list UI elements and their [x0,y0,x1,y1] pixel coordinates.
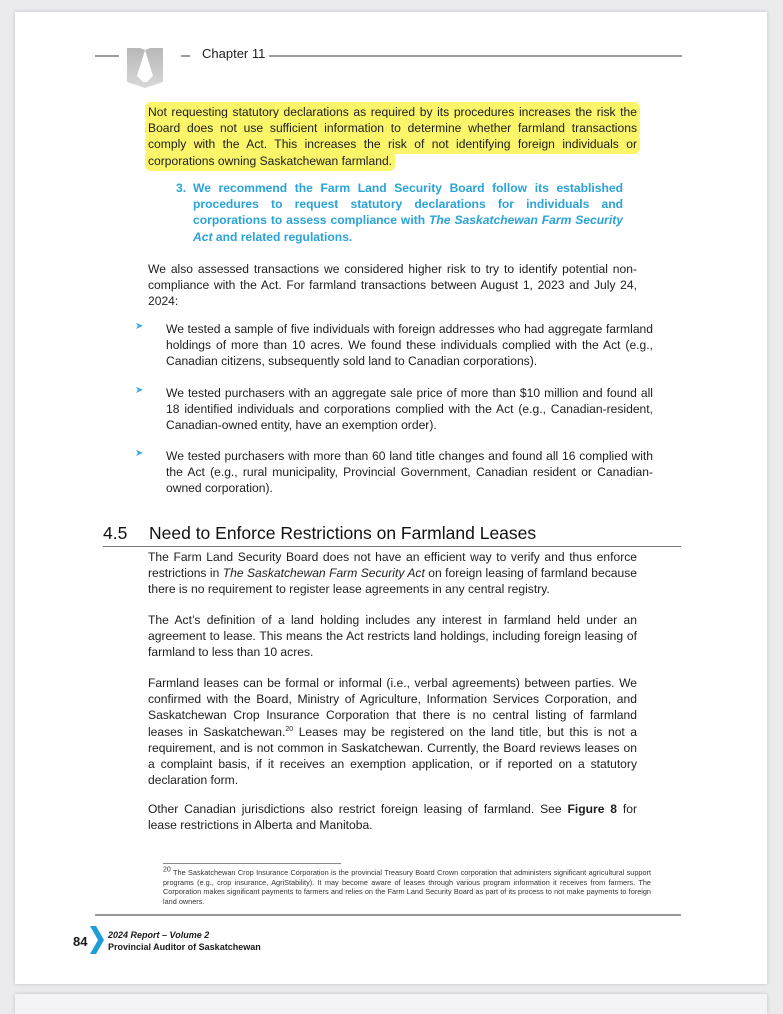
header-dash [181,55,190,57]
recommendation-3 [176,180,623,245]
document-page [15,12,767,984]
footnote-text: The Saskatchewan Crop Insurance Corporation is the provincial Treasury Board Crown corporation that administers significant agricultural support programs (e.g., crop insurance, AgriStability). It may become aware of leases through various program information it receives from farmers. The Corporation makes significant payments to farmers and relies on the Farm Land Security Board as part of its process to not make payments to foreign land owners. [163,868,651,906]
highlighted-text: Not requesting statutory declarations as required by its procedures increases the risk the Board does not use sufficient information to determine whether farmland transactions comply with the Act. This increases the risk of not identifying foreign individuals or corporations owning Saskatchewan farmland. [148,105,637,168]
chapter-label: Chapter 11 [202,46,266,61]
arrow-bullet-icon: ➤ [135,385,144,396]
paragraph-text: Other Canadian jurisdictions also restrict foreign leasing of farmland. See [148,802,568,816]
chevron-right-icon [90,926,104,954]
highlighted-paragraph [148,104,637,169]
footer-report-title: 2024 Report – Volume 2 [108,930,210,940]
footer-rule [95,914,681,916]
paragraph-2: The Act’s definition of a land holding includes any interest in farmland held under an agreement to lease. This means the Act restricts land holdings, including foreign leasing of farmland to less than 10 acres. [148,613,637,660]
section-heading [103,523,681,547]
act-title: The Saskatchewan Farm Security Act [222,566,425,581]
footnote [163,868,651,906]
recommendation-act-title: The Saskatchewan Farm Security Act [193,213,623,244]
figure-reference[interactable]: Figure 8 [567,802,618,816]
next-page-edge [15,994,767,1014]
footnote-number: 20 [163,866,171,874]
arrow-bullet-icon: ➤ [135,448,144,459]
footnote-separator [163,863,341,864]
intro-paragraph: We also assessed transactions we considered higher risk to try to identify potential non-compliance with the Act. For farmland transactions between August 1, 2023 and July 24, 2024: [148,262,637,309]
paragraph-text: Leases may be registered on the land title, but this is not a requirement, and is not common in Saskatchewan. Currently, the Board reviews leases on a complaint basis, if it receives an exemption application, or if reported on a statutory declaration form. [148,724,638,788]
recommendation-text-end: and related regulations. [212,229,353,244]
paragraph-1 [148,549,637,598]
paragraph-text: for lease restrictions in Alberta and Manitoba. [148,802,637,833]
header-rule-left [95,55,119,57]
footer-organization: Provincial Auditor of Saskatchewan [108,942,261,952]
section-title: Need to Enforce Restrictions on Farmland Leases [149,523,537,543]
recommendation-number: 3. [176,181,187,195]
bullet-text: We tested a sample of five individuals with foreign addresses who had aggregate farmland holdings of more than 10 acres. We found these individuals complied with the Act (e.g., Canadian citizens, subsequently sold land to Canadian corporations). [166,322,653,369]
arrow-bullet-icon: ➤ [135,321,144,332]
paragraph-4 [148,801,637,833]
paragraph-text: The Farm Land Security Board does not have an efficient way to verify and thus enforce restrictions in [148,550,637,581]
paragraph-text: Farmland leases can be formal or informal (i.e., verbal agreements) between parties. We confirmed with the Board, Ministry of Agriculture, Information Services Corporation, and Saskatchewan Crop Insurance Corporation that there is no central listing of farmland leases in Saskatchewan. [148,676,637,739]
paragraph-text: on foreign leasing of farmland because there is no requirement to register lease agreements in any central registry. [148,566,637,597]
footnote-reference[interactable]: 20 [285,725,294,733]
header-rule-right [269,55,682,57]
bullet-text: We tested purchasers with an aggregate sale price of more than $10 million and found all 18 identified individuals and corporations complied with the Act (e.g., Canadian-resident, Canadian-owned entity, have an exemption order). [166,386,653,433]
paragraph-3 [148,675,637,788]
bullet-text: We tested purchasers with more than 60 land title changes and found all 16 complied with the Act (e.g., rural municipality, Provincial Government, Canadian resident or Canadian-owned corporation). [166,449,653,496]
page-number: 84 [73,934,88,949]
recommendation-text: We recommend the Farm Land Security Board follow its established procedures to request statutory declarations for individuals and corporations to assess compliance with [193,181,623,228]
auditor-logo-icon [127,48,163,88]
section-number: 4.5 [103,523,128,543]
